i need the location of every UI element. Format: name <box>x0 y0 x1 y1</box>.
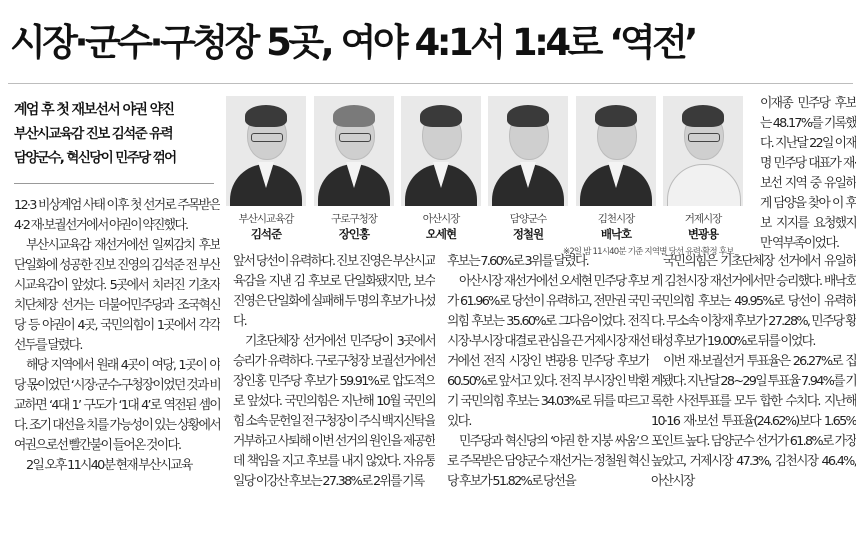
candidate-role: 담양군수 <box>509 213 547 225</box>
portrait-icon <box>314 96 394 206</box>
portrait-icon <box>663 96 743 206</box>
paragraph: 이재종 민주당 후보는 48.17%를 기록했다. 지난달 22일 이재명 민주당 대표가 재·보선 지역 중 유일하게 담양을 찾아 이 후보 지지를 요청했지만 역부족이었다. <box>760 96 856 251</box>
candidate-name: 김석준 <box>250 227 282 241</box>
candidate-card <box>576 96 656 242</box>
article-column-2 <box>233 252 435 533</box>
candidate-role: 구로구청장 <box>331 213 377 225</box>
candidate-card <box>488 96 568 242</box>
subheads <box>14 98 219 170</box>
paragraph: 12·3 비상계엄 사태 이후 첫 선거로 주목받은 4·2 재·보궐선거에서 야권이 약진했다. <box>14 198 220 233</box>
paragraph: 2일 오후 11시40분 현재 부산시교육 <box>26 458 192 473</box>
portrait-icon <box>488 96 568 206</box>
paragraph: 후보는 7.60%로 3위를 달렸다. <box>447 254 589 269</box>
article-column-right-top <box>760 94 856 274</box>
paragraph: 앞서 당선이 유력하다. 진보 진영은 부산시교육감을 지낸 김 후보로 단일화됐지만, 보수 진영은 단일화에 실패해 두 명의 후보가 나섰다. <box>233 254 435 329</box>
paragraph: 기초단체장 선거에선 민주당이 3곳에서 승리가 유력하다. 구로구청장 보궐선거에선 장인홍 민주당 후보가 59.91%로 압도적으로 앞섰다. 국민의힘은 지난해 10월 국민의힘 소속 문헌일 전 구청장이 주식 백지신탁을 거부하고 사퇴해 이번 선거의 원인을 제공한 데 책임을 지고 후보를 내지 않았다. 자유통일당 이강산 후보는 27.38%로 2위를 기록 <box>233 334 435 489</box>
paragraph: 국민의힘은 기초단체장 선거에서 유일하게 김천시장 재선거에서만 승리했다. 배낙호 국민의힘 후보는 49.95%로 당선이 유력하다. 무소속 이창재 후보가 27.28%, 민주당 황태성 후보가 19.00%로 뒤를 이었다. <box>651 254 856 349</box>
headline: 시장·군수·구청장 5곳, 여야 4:1서 1:4로 ‘역전’ <box>10 21 695 64</box>
candidate-name: 배낙호 <box>600 227 632 241</box>
candidate-role: 김천시장 <box>597 213 635 225</box>
candidate-card <box>663 96 743 242</box>
candidate-name: 오세현 <box>425 227 457 241</box>
candidate-name: 장인홍 <box>338 227 370 241</box>
subhead-rule <box>14 183 214 184</box>
candidate-card <box>401 96 481 242</box>
candidate-card <box>226 96 306 242</box>
headline-rule <box>8 83 853 84</box>
paragraph: 민주당과 혁신당의 ‘야권 한 지붕 싸움’으로 주목받은 담양군수 재선거는 정철원 혁신당 후보가 51.82%로 당선을 <box>447 434 649 489</box>
article-column-4 <box>651 252 856 533</box>
candidate-role: 부산시교육감 <box>238 213 294 225</box>
portrait-icon <box>226 96 306 206</box>
subhead-2: 부산시교육감 진보 김석준 유력 <box>14 126 173 142</box>
subhead-1: 계엄 후 첫 재보선서 야권 약진 <box>14 102 174 118</box>
article-column-1 <box>14 196 220 533</box>
paragraph: 부산시교육감 재선거에선 일찌감치 후보 단일화에 성공한 진보 진영의 김석준 전 부산시교육감이 앞섰다. 5곳에서 치러진 기초자치단체장 선거는 더불어민주당과 조국혁신당 등 야권이 4곳, 국민의힘이 1곳에서 각각 선두를 달렸다. <box>14 238 220 353</box>
portrait-icon <box>401 96 481 206</box>
paragraph: 이번 재·보궐선거 투표율은 26.27%로 집계됐다. 지난달 28~29일 투표율 7.94%를 기록한 사전투표를 모두 합한 수치다. 지난해 10·16 재·보선 투표율(24.62%)보다 1.65%포인트 높다. 담양군수 선거가 61.8%로 가장 높았고, 거제시장 47.3%, 김천시장 46.4%, 아산시장 <box>651 354 856 489</box>
paragraph: 해당 지역에서 원래 4곳이 여당, 1곳이 야당 몫이었던 ‘시장·군수·구청장이었던 것과 비교하면 ‘4대 1’ 구도가 ‘1대 4’로 역전된 셈이다. 조기 대선을 치를 가능성이 있는 상황에서 여권으로선 빨간불이 들어온 것이다. <box>14 358 220 453</box>
subhead-3: 담양군수, 혁신당이 민주당 꺾어 <box>14 150 176 166</box>
photo-caption-note: ※2일 밤 11시40분 기준 지역별 당선 유력·확정 후보 <box>563 247 734 257</box>
article-column-3 <box>447 252 649 533</box>
candidate-role: 거제시장 <box>684 213 722 225</box>
candidate-photos <box>226 96 746 246</box>
candidate-role: 아산시장 <box>422 213 460 225</box>
paragraph: 아산시장 재선거에선 오세현 민주당 후보가 61.96%로 당선이 유력하고, 전만권 국민의힘 후보는 35.60%로 그다음이었다. 전직 시장·부시장 대결로 관심을 끈 거제시장 재선거에선 전직 시장인 변광용 민주당 후보가 60.50%로 앞서고 있다. 전직 부시장인 박환기 국민의힘 후보는 34.03%로 뒤를 따르고 있다. <box>447 274 649 429</box>
candidate-name: 변광용 <box>687 227 719 241</box>
candidate-name: 정철원 <box>512 227 544 241</box>
portrait-icon <box>576 96 656 206</box>
candidate-card <box>314 96 394 242</box>
